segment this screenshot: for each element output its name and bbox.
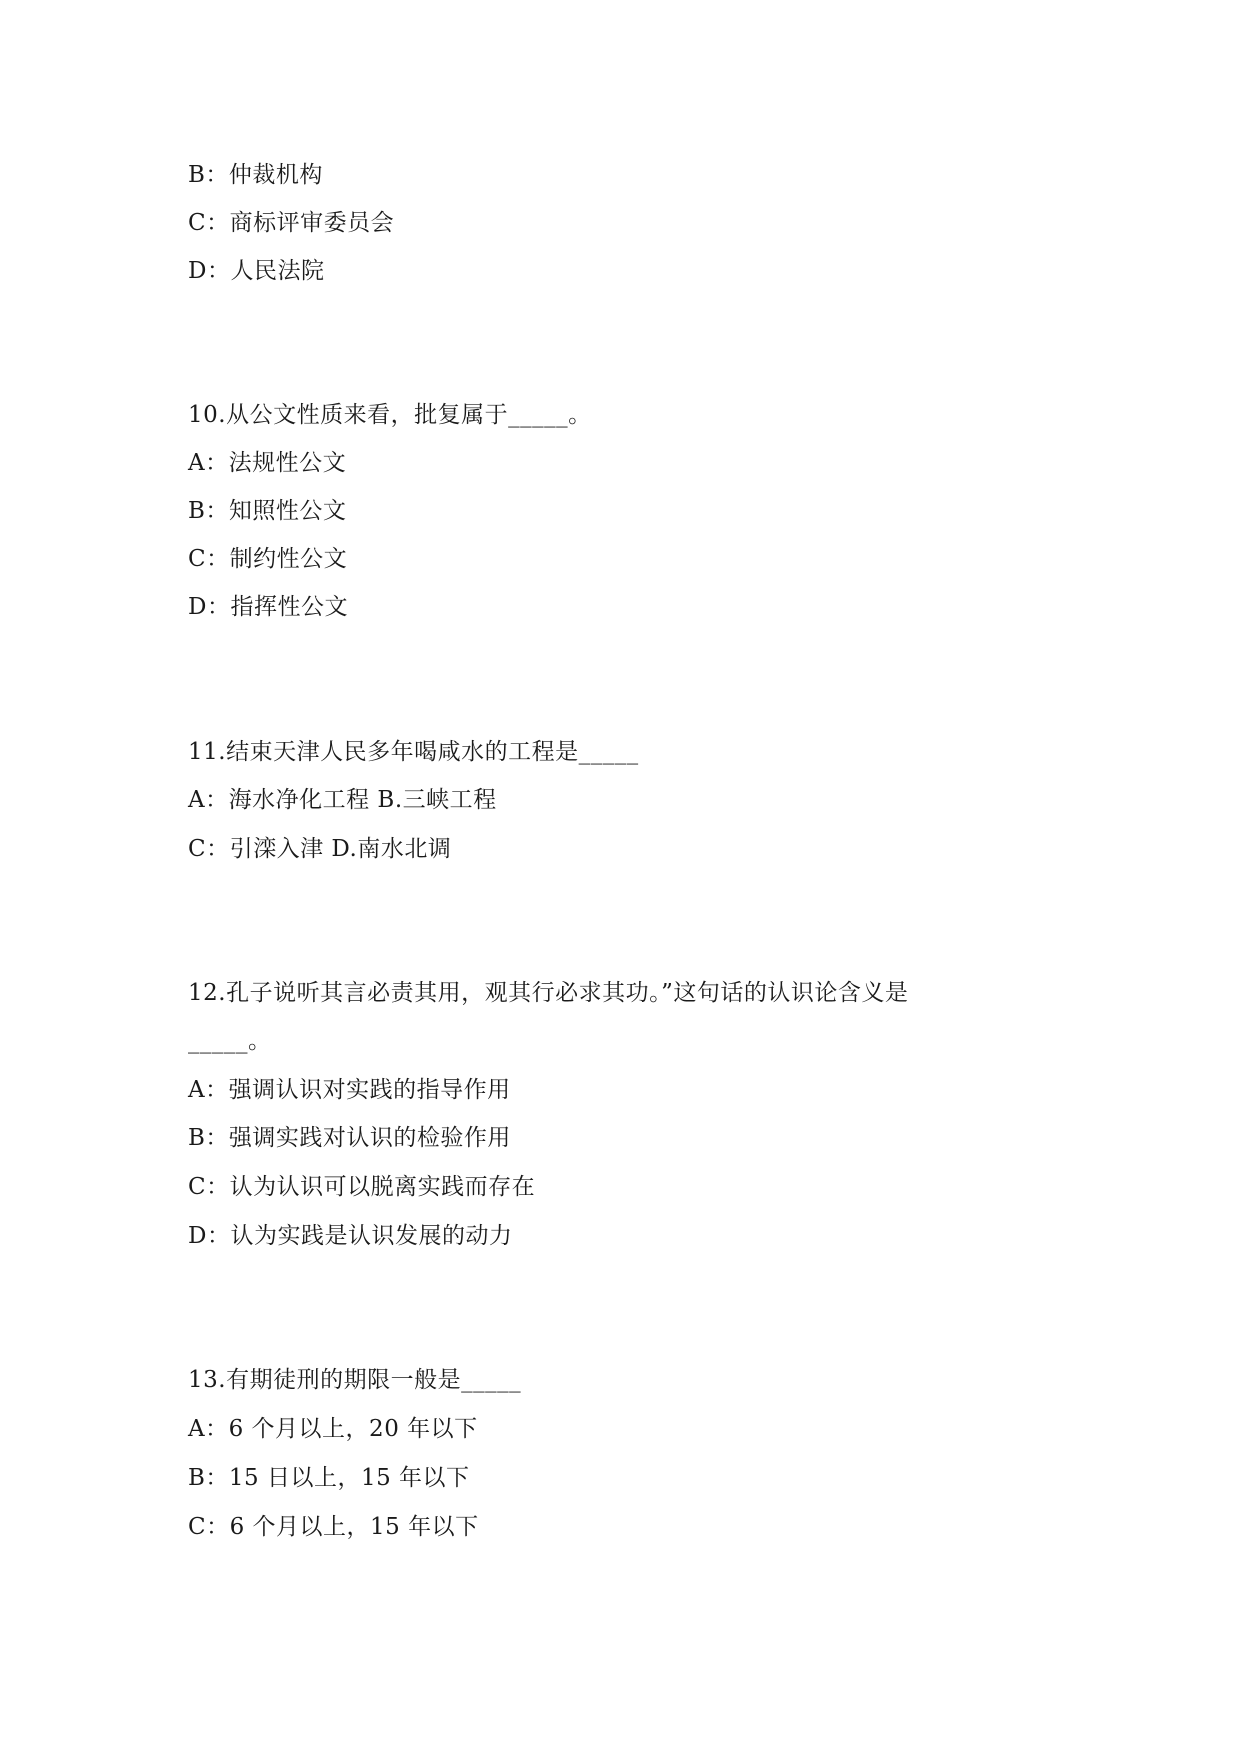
q13-question: 13.有期徒刑的期限一般是_____ bbox=[188, 1367, 522, 1393]
q10-option-d: D：指挥性公文 bbox=[188, 594, 348, 620]
q10-option-b: B：知照性公文 bbox=[188, 498, 347, 524]
q13-option-b: B：15 日以上，15 年以下 bbox=[188, 1465, 470, 1491]
q12-option-b: B：强调实践对认识的检验作用 bbox=[188, 1125, 511, 1151]
q10-option-c: C：制约性公文 bbox=[188, 546, 348, 572]
q9-option-d: D：人民法院 bbox=[188, 258, 325, 284]
q9-option-c: C：商标评审委员会 bbox=[188, 210, 395, 236]
q11-options-cd: C：引滦入津 D.南水北调 bbox=[188, 836, 452, 862]
q10-option-a: A：法规性公文 bbox=[188, 450, 347, 476]
q12-question-line1: 12.孔子说听其言必责其用，观其行必求其功。”这句话的认识论含义是 bbox=[188, 980, 909, 1006]
q11-question: 11.结束天津人民多年喝咸水的工程是_____ bbox=[188, 739, 639, 765]
q12-question-line2: _____。 bbox=[188, 1028, 272, 1054]
q13-option-c: C：6 个月以上，15 年以下 bbox=[188, 1514, 479, 1540]
q11-options-ab: A：海水净化工程 B.三峡工程 bbox=[188, 787, 497, 813]
q12-option-a: A：强调认识对实践的指导作用 bbox=[188, 1077, 511, 1103]
q9-option-b: B：仲裁机构 bbox=[188, 162, 323, 188]
q12-option-c: C：认为认识可以脱离实践而存在 bbox=[188, 1174, 536, 1200]
q13-option-a: A：6 个月以上，20 年以下 bbox=[188, 1416, 478, 1442]
q12-option-d: D：认为实践是认识发展的动力 bbox=[188, 1223, 513, 1249]
q10-question: 10.从公文性质来看，批复属于_____。 bbox=[188, 402, 592, 428]
